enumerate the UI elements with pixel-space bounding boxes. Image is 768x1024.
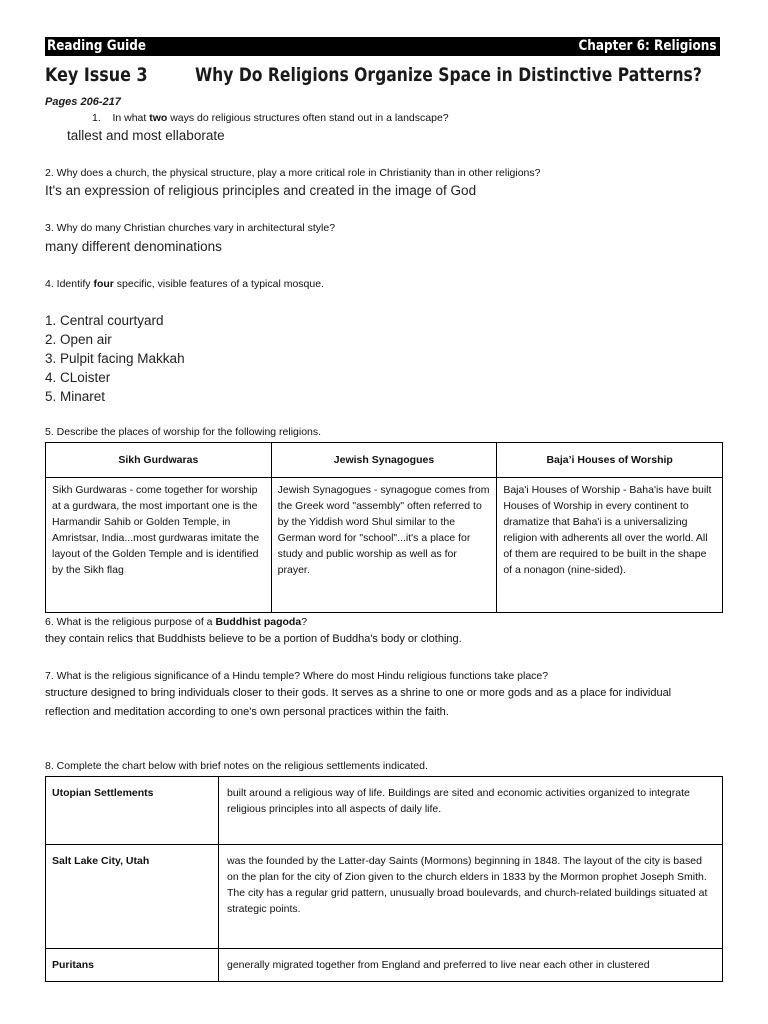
settlement-notes: was the founded by the Latter-day Saints (Mormons) beginning in 1848. The layout of the city is based on the plan for the city of Zion given to the church elders in 1833 by the Mormon prophet Joseph Smith. The city has a regular grid pattern, unusually broad boulevards, and church-related buildings situated at strategic points.: [219, 845, 723, 949]
table-cell: Jewish Synagogues - synagogue comes from the Greek word "assembly" often referred to by the Yiddish word Shul similar to the German word for "school"...it's a place for study and public worship as well as for prayer.: [271, 478, 497, 613]
question-1: [92, 112, 449, 124]
list-item: 2. Open air: [45, 332, 112, 347]
table-cell: Sikh Gurdwaras - come together for worship at a gurdwara, the most important one is the Harmandir Sahib or Golden Temple, in Amristsar, India...most gurdwaras imitate the layout of the Golden Temple and is identified by the Sikh flag: [46, 478, 272, 613]
key-issue-label: Key Issue 3: [45, 64, 148, 86]
table-header: Jewish Synagogues: [271, 443, 497, 478]
question-4-post: specific, visible features of a typical mosque.: [113, 278, 324, 290]
question-4-bold: four: [93, 278, 114, 290]
pages-label: Pages 206-217: [45, 96, 121, 108]
question-1-number: 1.: [92, 112, 101, 124]
question-2: 2. Why does a church, the physical structure, play a more critical role in Christianity than in other religions?: [45, 167, 541, 179]
list-item: 4. CLoister: [45, 370, 111, 385]
chapter-label: Chapter 6: Religions: [578, 38, 717, 54]
list-item: 1. Central courtyard: [45, 313, 164, 328]
settlement-label: Utopian Settlements: [46, 777, 219, 845]
question-6-pre: 6. What is the religious purpose of a: [45, 616, 216, 628]
table-header: Sikh Gurdwaras: [46, 443, 272, 478]
answer-6: they contain relics that Buddhists believe to be a portion of Buddha's body or clothing.: [45, 633, 462, 645]
question-5: 5. Describe the places of worship for the following religions.: [45, 426, 322, 438]
mosque-features-list: [45, 311, 185, 406]
question-1-bold: two: [149, 112, 168, 124]
answer-7-line-2: reflection and meditation according to one's own personal practices within the faith.: [45, 706, 449, 718]
question-1-pre: In what: [112, 112, 150, 124]
table-cell: Baja'i Houses of Worship - Baha'is have built Houses of Worship in every continent to dramatize that Baha'i is a universalizing religion with adherents all over the world. All of them are required to be built in the shape of a nonagon (nine-sided).: [497, 478, 723, 613]
question-1-post: ways do religious structures often stand out in a landscape?: [167, 112, 449, 124]
question-4-pre: 4. Identify: [45, 278, 94, 290]
answer-3: many different denominations: [45, 239, 222, 254]
question-8: 8. Complete the chart below with brief notes on the religious settlements indicated.: [45, 760, 428, 772]
key-issue-title: Why Do Religions Organize Space in Distinctive Patterns?: [195, 64, 702, 86]
settlement-notes: built around a religious way of life. Buildings are sited and economic activities organized to integrate religious principles into all aspects of daily life.: [219, 777, 723, 845]
answer-1: tallest and most ellaborate: [67, 128, 225, 143]
question-6-post: ?: [301, 616, 308, 628]
settlement-notes: generally migrated together from England and preferred to live near each other in clustered: [219, 949, 723, 982]
question-6-bold: Buddhist pagoda: [215, 616, 302, 628]
header-bar: [45, 37, 720, 56]
settlement-label: Puritans: [46, 949, 219, 982]
reading-guide-label: Reading Guide: [47, 38, 147, 54]
question-3: 3. Why do many Christian churches vary in architectural style?: [45, 222, 336, 234]
settlement-label: Salt Lake City, Utah: [46, 845, 219, 949]
list-item: 5. Minaret: [45, 389, 106, 404]
table-header: Baja’i Houses of Worship: [497, 443, 723, 478]
places-of-worship-table: [45, 442, 723, 613]
question-4: [45, 278, 324, 290]
question-6: [45, 616, 307, 628]
religious-settlements-table: [45, 776, 723, 982]
list-item: 3. Pulpit facing Makkah: [45, 351, 185, 366]
answer-2: It's an expression of religious principles and created in the image of God: [45, 183, 477, 198]
question-7: 7. What is the religious significance of a Hindu temple? Where do most Hindu religious functions take place?: [45, 670, 549, 682]
answer-7-line-1: structure designed to bring individuals closer to their gods. It serves as a shrine to one or more gods and as a place for individual: [45, 687, 672, 699]
